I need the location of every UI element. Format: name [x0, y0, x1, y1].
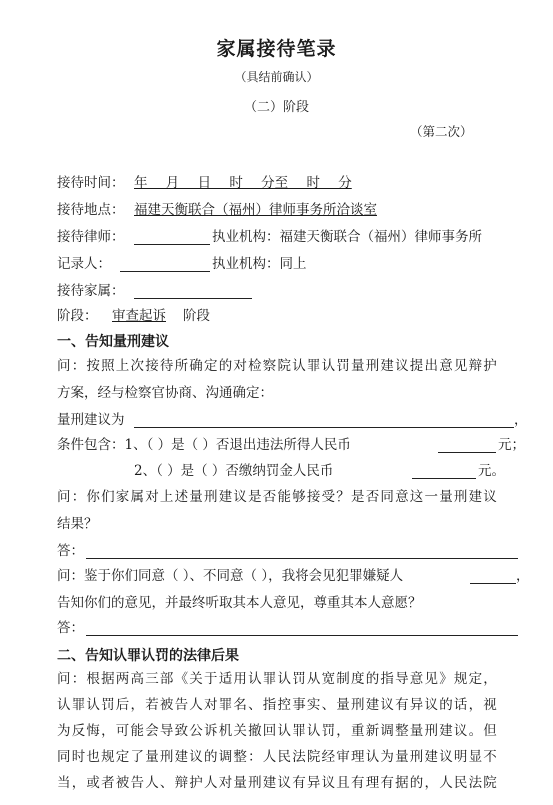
question-3-end: ，: [516, 568, 530, 584]
answer-2-label: 答：: [57, 620, 84, 636]
family-blank: [134, 298, 252, 299]
condition-2-unit: 元。: [478, 463, 505, 479]
question-3-blank: [470, 583, 516, 584]
section2-line-4: 同时也规定了量刑建议的调整：人民法院经审理认为量刑建议明显不: [57, 749, 498, 765]
stage-suffix: 阶段: [183, 308, 210, 324]
section2-line-2: 认罪认罚后，若被告人对罪名、指控事实、量刑建议有异议的话，视: [57, 697, 498, 713]
sentence-blank: [134, 427, 514, 428]
section1-heading: 一、告知量刑建议: [57, 334, 169, 350]
question-1-line-1: 问：按照上次接待所确定的对检察院认罪认罚量刑建议提出意见辩护: [57, 358, 498, 374]
time-label: 接待时间：: [57, 175, 125, 191]
session-count: （第二次）: [410, 124, 473, 139]
document-subtitle: （具结前确认）: [234, 70, 319, 84]
condition-1-unit: 元；: [498, 437, 525, 453]
condition-2-blank: [412, 478, 476, 479]
section2-heading: 二、告知认罪认罚的法律后果: [57, 648, 239, 664]
place-label: 接待地点：: [57, 202, 125, 218]
sentence-end: ，: [514, 412, 528, 428]
stage-heading: （二）阶段: [243, 100, 309, 115]
time-value: 年 月 日 时 分至 时 分: [134, 175, 352, 191]
family-label: 接待家属：: [57, 283, 125, 299]
lawyer-blank: [134, 244, 210, 245]
stage-value: 审查起诉: [112, 308, 166, 324]
lawyer-label: 接待律师：: [57, 229, 125, 245]
document-title: 家属接待笔录: [216, 38, 337, 60]
question-2-line-1: 问：你们家属对上述量刑建议是否能够接受？是否同意这一量刑建议: [57, 489, 498, 505]
answer-2-blank: [86, 635, 518, 636]
question-1-line-2: 方案，经与检察官协商、沟通确定：: [57, 385, 273, 401]
lawyer-org: 执业机构：福建天衡联合（福州）律师事务所: [212, 229, 482, 245]
sentence-label: 量刑建议为: [57, 412, 125, 428]
question-2-line-2: 结果？: [57, 516, 98, 532]
recorder-org: 执业机构：同上: [212, 256, 307, 272]
recorder-blank: [120, 271, 210, 272]
condition-2: 2、（ ）是（ ）否缴纳罚金人民币: [134, 463, 334, 479]
question-3-line-1: 问：鉴于你们同意（ ）、不同意（ ），我将会见犯罪嫌疑人: [57, 568, 404, 584]
section2-line-3: 为反悔，可能会导致公诉机关撤回认罪认罚，重新调整量刑建议。但: [57, 723, 498, 739]
place-value: 福建天衡联合（福州）律师事务所洽谈室: [134, 202, 377, 218]
stage-label: 阶段：: [57, 308, 98, 324]
answer-1-label: 答：: [57, 543, 84, 559]
recorder-label: 记录人：: [57, 256, 111, 272]
condition-1-blank: [438, 452, 496, 453]
question-3-line-2: 告知你们的意见，并最终听取其本人意见，尊重其本人意愿？: [57, 595, 422, 611]
answer-1-blank: [86, 558, 518, 559]
section2-line-1: 问：根据两高三部《关于适用认罪认罚从宽制度的指导意见》规定，: [57, 671, 498, 687]
condition-1: 条件包含：1、（ ）是（ ）否退出违法所得人民币: [57, 437, 351, 453]
section2-line-5: 当，或者被告人、辩护人对量刑建议有异议且有理有据的，人民法院: [57, 775, 498, 791]
